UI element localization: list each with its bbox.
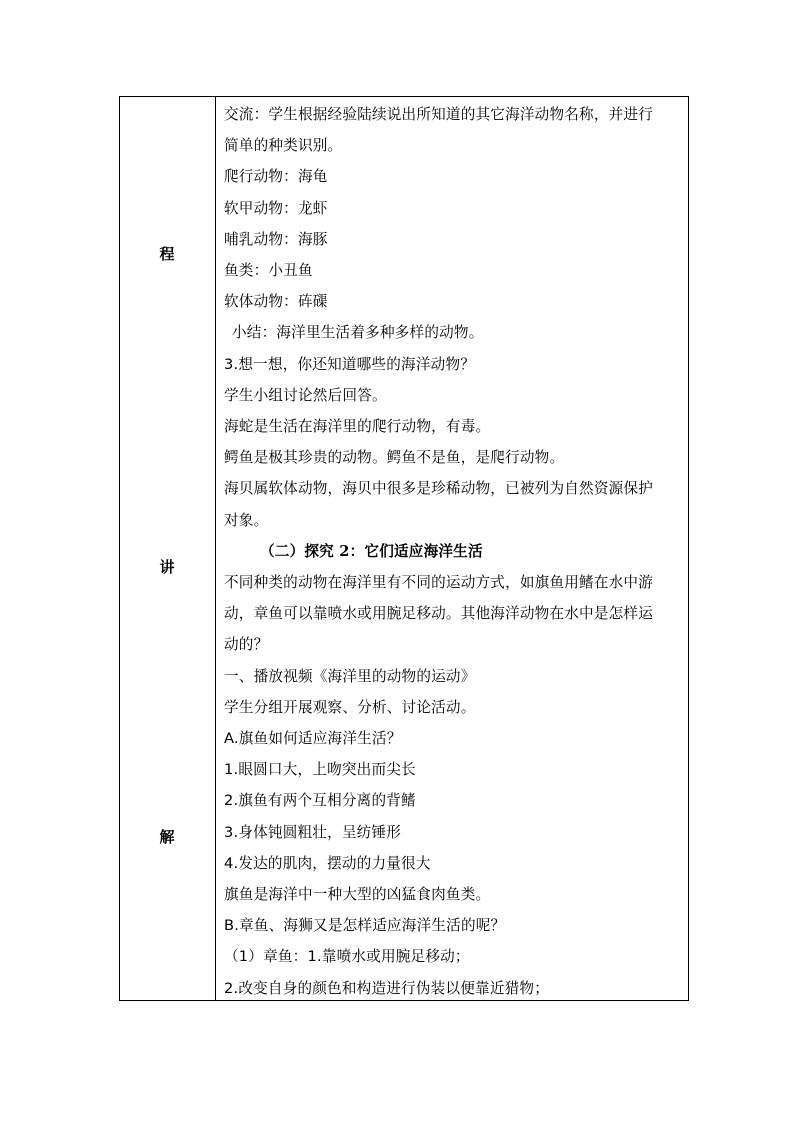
paragraph-line: 不同种类的动物在海洋里有不同的运动方式，如旗鱼用鳍在水中游	[224, 574, 654, 592]
activity-line: 一、播放视频《海洋里的动物的运动》	[224, 667, 476, 685]
paragraph-line: 旗鱼是海洋中一种大型的凶猛食肉鱼类。	[224, 886, 491, 904]
animal-category-item: 哺乳动物：海豚	[224, 230, 328, 248]
animal-category-item: 软甲动物：龙虾	[224, 199, 328, 217]
paragraph-line: 鳄鱼是极其珍贵的动物。鳄鱼不是鱼，是爬行动物。	[224, 449, 565, 467]
question-line: A.旗鱼如何适应海洋生活？	[224, 730, 402, 748]
side-label-jiang: 讲	[159, 558, 175, 576]
paragraph-line: 海蛇是生活在海洋里的爬行动物，有毒。	[224, 418, 491, 436]
animal-category-item: 软体动物：砗磲	[224, 293, 328, 311]
side-label-jie: 解	[159, 828, 175, 846]
table-column-divider	[215, 96, 216, 1001]
side-label-cheng: 程	[159, 245, 175, 263]
section-heading: （二）探究 2：它们适应海洋生活	[260, 542, 483, 560]
paragraph-line: 动，章鱼可以靠喷水或用腕足移动。其他海洋动物在水中是怎样运	[224, 605, 654, 623]
list-item: 4.发达的肌肉，摆动的力量很大	[224, 854, 431, 872]
question-line: 3.想一想，你还知道哪些的海洋动物？	[224, 355, 476, 373]
summary-line: 小结：海洋里生活着多种多样的动物。	[232, 324, 484, 342]
paragraph-line: 学生小组讨论然后回答。	[224, 386, 387, 404]
question-line: B.章鱼、海狮又是怎样适应海洋生活的呢？	[224, 917, 506, 935]
paragraph-line: 对象。	[224, 511, 269, 529]
paragraph-line: 海贝属软体动物，海贝中很多是珍稀动物，已被列为自然资源保护	[224, 480, 654, 498]
lesson-content	[224, 99, 684, 1004]
list-item: 1.眼圆口大，上吻突出而尖长	[224, 761, 416, 779]
activity-line: 学生分组开展观察、分析、讨论活动。	[224, 698, 476, 716]
animal-category-item: 鱼类：小丑鱼	[224, 262, 313, 280]
list-item: 2.旗鱼有两个互相分离的背鳍	[224, 792, 416, 810]
paragraph-line: 动的？	[224, 636, 269, 654]
list-item: 3.身体钝圆粗壮，呈纺锤形	[224, 823, 402, 841]
animal-category-item: 爬行动物：海龟	[224, 168, 328, 186]
exchange-paragraph-line: 简单的种类识别。	[224, 137, 343, 155]
exchange-paragraph-line: 交流：学生根据经验陆续说出所知道的其它海洋动物名称，并进行	[224, 106, 654, 123]
list-item: （1）章鱼：1.靠喷水或用腕足移动；	[224, 948, 470, 966]
list-item: 2.改变自身的颜色和构造进行伪装以便靠近猎物；	[224, 979, 549, 997]
